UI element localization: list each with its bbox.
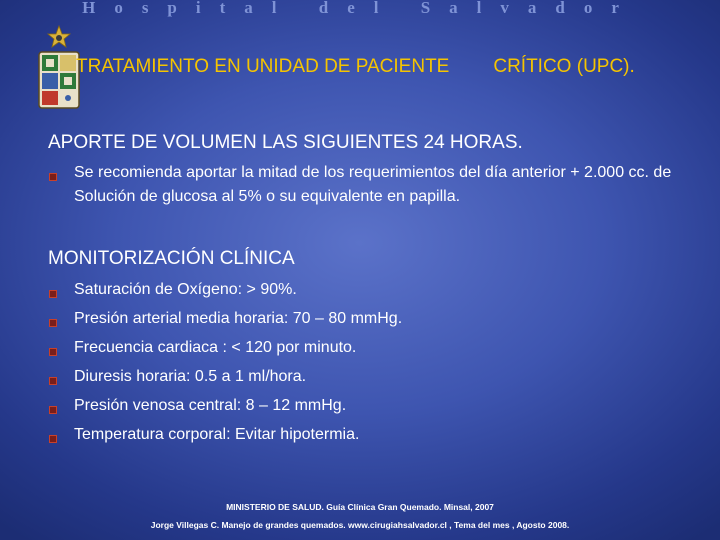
bullet-venous-pressure: Presión venosa central: 8 – 12 mmHg. (74, 397, 347, 414)
bullet-heart-rate: Frecuencia cardiaca : < 120 por minuto. (74, 339, 357, 356)
slide-title (76, 56, 635, 78)
bullet-arterial-pressure: Presión arterial media horaria: 70 – 80 mmHg. (74, 310, 403, 327)
bullet-marker (49, 173, 57, 181)
bullet-marker (49, 377, 57, 385)
bullet-marker (49, 348, 57, 356)
title-part-1: TRATAMIENTO EN UNIDAD DE PACIENTE (76, 56, 450, 77)
section-heading-volume: APORTE DE VOLUMEN LAS SIGUIENTES 24 HORAS. (48, 132, 523, 153)
bullet-oxygen-saturation: Saturación de Oxígeno: > 90%. (74, 281, 297, 298)
footer-reference-2: Jorge Villegas C. Manejo de grandes quemados. www.cirugiahsalvador.cl , Tema del mes , Agosto 2008. (150, 520, 570, 530)
title-part-2: CRÍTICO (UPC). (493, 56, 635, 77)
bullet-volume-recommendation: Se recomienda aportar la mitad de los requerimientos del día anterior + 2.000 cc. de Solución de glucosa al 5% o su equivalente en papilla. (74, 164, 672, 205)
section-heading-monitoring: MONITORIZACIÓN CLÍNICA (48, 248, 295, 269)
hospital-name-header: Hospital del Salvador (82, 0, 638, 17)
bullet-marker (49, 319, 57, 327)
bullet-marker (49, 435, 57, 443)
bullet-marker (49, 290, 57, 298)
footer-reference-1: MINISTERIO DE SALUD. Guía Clínica Gran Quemado. Minsal, 2007 (226, 502, 494, 512)
bullet-diuresis: Diuresis horaria: 0.5 a 1 ml/hora. (74, 368, 307, 385)
bullet-temperature: Temperatura corporal: Evitar hipotermia. (74, 426, 360, 443)
bullet-marker (49, 406, 57, 414)
